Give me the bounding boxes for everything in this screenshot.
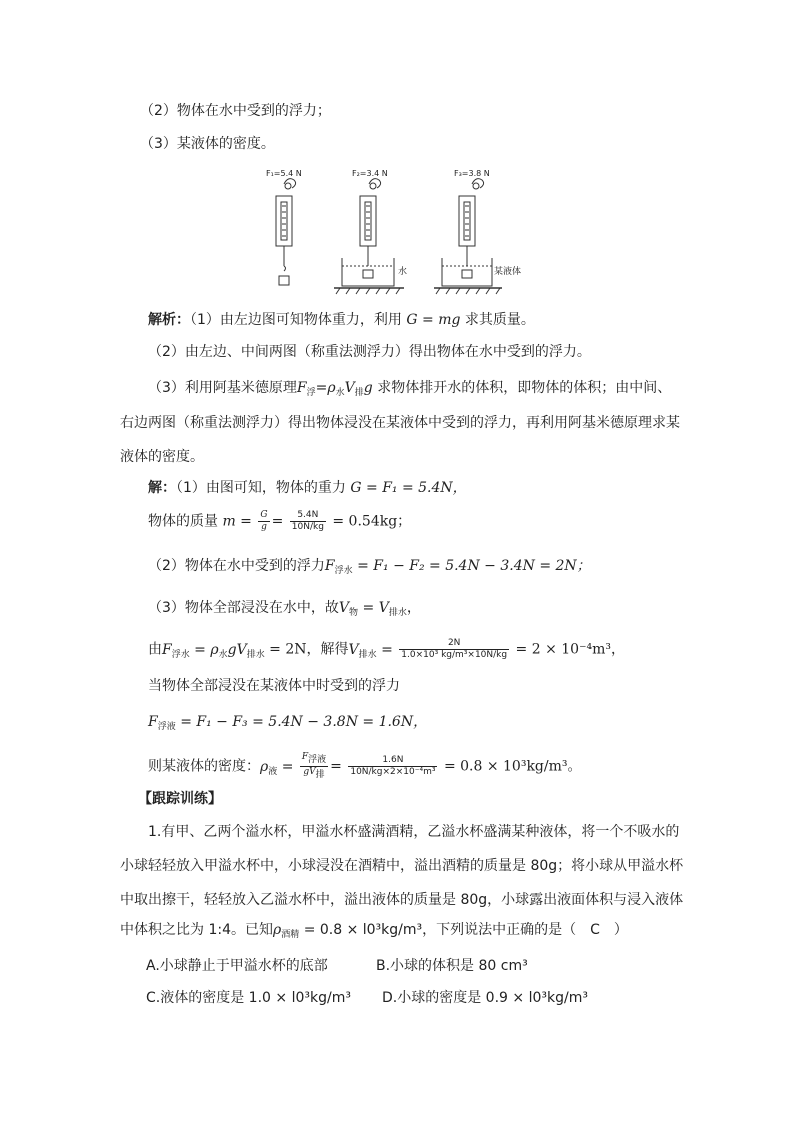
option-b: B.小球的体积是 80 cm³ bbox=[376, 958, 528, 974]
f1-label: F₁=5.4 N bbox=[266, 169, 302, 178]
question-2: （2）物体在水中受到的浮力； bbox=[140, 103, 331, 119]
solution-s8: 则某液体的密度：$\rho_液$ = $\frac{F_{浮液}}{gV_排}$ = $\frac{1.6N}{\text{10N/kg×2×10⁻⁴m³}}$ = 0.8 × 10³kg/m³。 bbox=[148, 752, 582, 780]
water-label: 水 bbox=[398, 267, 408, 277]
analysis-p3-line2: 右边两图（称重法测浮力）得出物体浸没在某液体中受到的浮力，再利用阿基米德原理求某 bbox=[120, 415, 680, 431]
liquid-label: 某液体 bbox=[494, 267, 522, 277]
training-q1-line1: 1.有甲、乙两个溢水杯，甲溢水杯盛满酒精，乙溢水杯盛满某种液体，将一个不吸水的 bbox=[148, 824, 680, 840]
formula-g-mg: G = mg bbox=[406, 312, 461, 328]
training-q1-line2: 小球轻轻放入甲溢水杯中，小球浸没在酒精中，溢出酒精的质量是 80g；将小球从甲溢水杯 bbox=[120, 858, 684, 874]
solution-s5: 由$F_{浮水} = \rho_水gV_{排水} = 2N$，解得$V_{排水}$ = $\frac{2N}{\text{1.0×10³ kg/m³×10N/kg}}$ = 2 × 10⁻⁴m³， bbox=[148, 638, 625, 660]
option-c: C.液体的密度是 1.0 × l0³kg/m³ bbox=[146, 990, 351, 1006]
analysis-p2: （2）由左边、中间两图（称重法测浮力）得出物体在水中受到的浮力。 bbox=[148, 344, 591, 360]
solution-s7: $F_{浮液} = F_1 - F_3 = 5.4N - 3.8N = 1.6N$， bbox=[148, 714, 428, 732]
spring-scale-figure bbox=[262, 166, 524, 298]
spring-scale-3 bbox=[434, 169, 521, 294]
solution-title: 解： bbox=[148, 480, 176, 496]
solution-s6: 当物体全部浸没在某液体中时受到的浮力 bbox=[148, 678, 400, 694]
solution-s4: （3）物体全部浸没在水中，故$V_物 = V_{排水}$， bbox=[148, 600, 421, 618]
spring-scale-2 bbox=[334, 169, 407, 294]
analysis-p3-line3: 液体的密度。 bbox=[120, 449, 204, 465]
analysis-p1: 解析：（1）由左边图可知物体重力，利用 G = mg 求其质量。 bbox=[148, 312, 535, 328]
f2-label: F₂=3.4 N bbox=[352, 169, 388, 178]
training-q1-line3: 中取出擦干，轻轻放入乙溢水杯中，溢出液体的质量是 80g，小球露出液面体积与浸入液体 bbox=[120, 892, 684, 908]
option-d: D.小球的密度是 0.9 × l0³kg/m³ bbox=[382, 990, 588, 1006]
analysis-title: 解析： bbox=[148, 312, 190, 328]
training-q1-line4: 中体积之比为 1:4。已知$\rho_{酒精} = 0.8 \times l0^3kg/m^3$，下列说法中正确的是（ C ） bbox=[120, 922, 628, 940]
solution-s1: 解：（1）由图可知，物体的重力 G = F₁ = 5.4N， bbox=[148, 480, 467, 496]
training-title: 【跟踪训练】 bbox=[138, 791, 222, 807]
spring-scale-1 bbox=[266, 169, 302, 285]
f3-label: F₃=3.8 N bbox=[454, 169, 490, 178]
solution-s3: （2）物体在水中受到的浮力$F_{浮水} = F_1 - F_2 = 5.4N - 3.4N = 2N$； bbox=[148, 558, 591, 576]
analysis-p3: （3）利用阿基米德原理$F_浮=\rho_水V_排g$ 求物体排开水的体积，即物体的体积；由中间、 bbox=[148, 380, 672, 398]
solution-s2: 物体的质量 m = $\frac{G}{g}$ = $\frac{5.4N}{10N/kg}$ = 0.54kg； bbox=[148, 510, 412, 532]
option-a: A.小球静止于甲溢水杯的底部 bbox=[146, 958, 328, 974]
question-3: （3）某液体的密度。 bbox=[140, 136, 275, 152]
